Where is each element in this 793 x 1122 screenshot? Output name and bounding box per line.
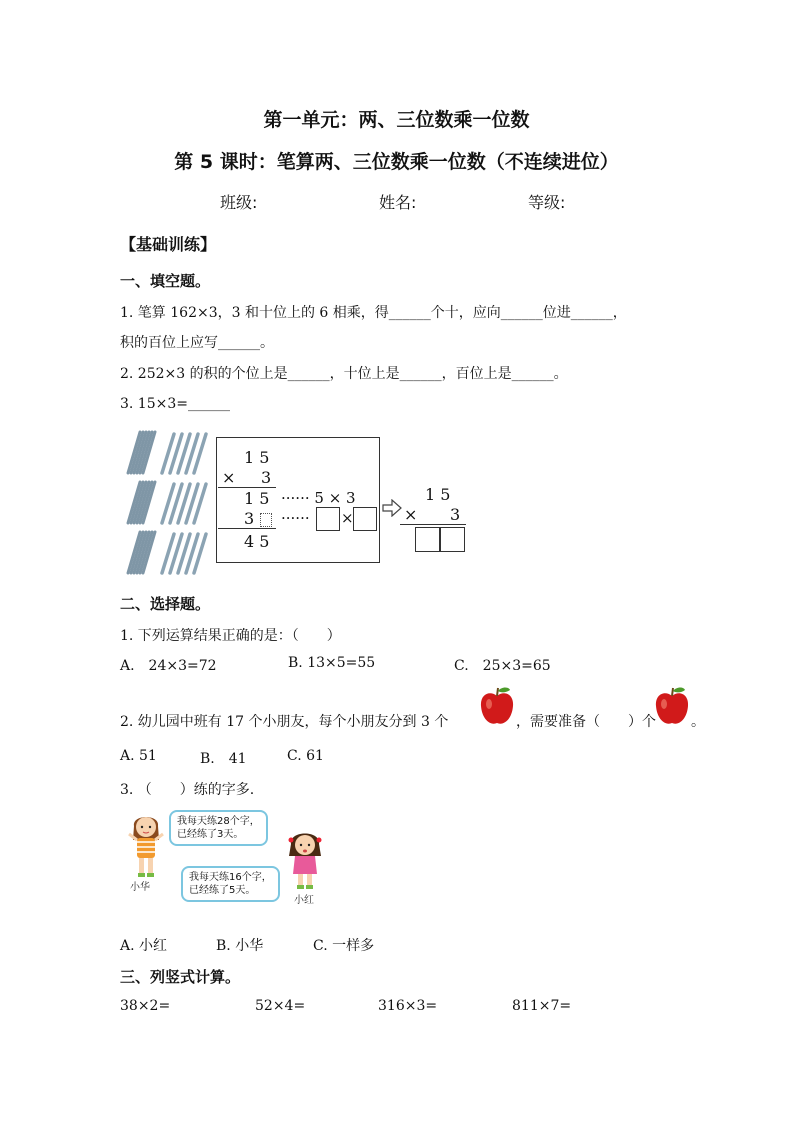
answer-box[interactable] — [415, 527, 440, 552]
calc-partial-1-hint: ······ 5 × 3 — [281, 489, 356, 507]
exercise-4: 811×7= — [512, 998, 572, 1014]
speech-bubble-xiaohua: 我每天练28个字， 已经练了3天。 — [169, 810, 268, 846]
stick-group-1 — [128, 432, 206, 473]
counting-sticks-illustration — [122, 428, 214, 576]
choice-2-option-a: A. 51 — [120, 748, 157, 764]
right-arrow-icon — [382, 499, 402, 517]
calc-multiplicand: 1 5 — [244, 448, 270, 467]
speech-bubble-xiaohong: 我每天练16个字， 已经练了5天。 — [181, 866, 280, 902]
stick-group-2 — [128, 482, 206, 523]
section-fill-blank: 一、填空题。 — [120, 272, 211, 290]
fill-question-2: 2. 252×3 的积的个位上是______，十位上是______，百位上是______。 — [120, 366, 568, 382]
calc-placeholder-dots — [260, 513, 272, 527]
fill-question-1-line-2: 积的百位上应写______。 — [120, 335, 274, 351]
choice-1-option-a: A. 24×3=72 — [120, 658, 217, 674]
class-label: 班级: — [220, 193, 258, 212]
apple-icon — [478, 686, 516, 728]
page-title: 第一单元：两、三位数乘一位数 — [263, 109, 530, 131]
calc-line-1 — [218, 487, 276, 488]
choice-3-option-b: B. 小华 — [216, 938, 264, 954]
girl-xiaohong-illustration — [285, 830, 325, 892]
calc-line-2 — [218, 528, 276, 529]
calc-multiply-sign: × — [222, 468, 236, 487]
right-calc-multiplicand: 1 5 — [425, 485, 451, 504]
exercise-3: 316×3= — [378, 998, 438, 1014]
right-calc-multiply-sign: × — [404, 505, 418, 524]
stick-group-3 — [128, 532, 206, 573]
choice-question-2-part-1: 2. 幼儿园中班有 17 个小朋友，每个小朋友分到 3 个 — [120, 714, 449, 730]
choice-1-option-b: B. 13×5=55 — [288, 655, 376, 671]
answer-box[interactable] — [353, 507, 377, 531]
choice-2-option-b: B. 41 — [200, 751, 247, 767]
calc-partial-2-hint: ······ — [281, 509, 310, 527]
section-vertical-calculation: 三、列竖式计算。 — [120, 968, 241, 986]
exercise-2: 52×4= — [255, 998, 306, 1014]
right-calc-multiplier: 3 — [450, 505, 461, 524]
calc-box-times: × — [341, 509, 354, 527]
answer-box[interactable] — [440, 527, 465, 552]
fill-question-1-line-1: 1. 笔算 162×3，3 和十位上的 6 相乘，得______个十，应向______位进______， — [120, 305, 627, 321]
choice-3-option-a: A. 小红 — [120, 938, 168, 954]
name-xiaohong: 小红 — [294, 895, 314, 906]
calc-multiplier: 3 — [261, 468, 272, 487]
choice-1-option-c: C. 25×3=65 — [454, 658, 551, 674]
calc-product: 4 5 — [244, 532, 270, 551]
right-calc-line — [400, 524, 466, 525]
choice-question-1: 1. 下列运算结果正确的是：（ ） — [120, 628, 341, 644]
calc-partial-1: 1 5 — [244, 489, 270, 508]
exercise-1: 38×2= — [120, 998, 171, 1014]
choice-question-2-part-3: 。 — [691, 714, 705, 730]
choice-2-option-c: C. 61 — [287, 748, 324, 764]
choice-question-2-part-2: ，需要准备（ ）个 — [516, 714, 656, 730]
section-basic-training: 【基础训练】 — [120, 235, 217, 254]
name-xiaohua: 小华 — [130, 882, 150, 893]
section-multiple-choice: 二、选择题。 — [120, 595, 211, 613]
page-subtitle: 第 5 课时：笔算两、三位数乘一位数（不连续进位） — [174, 151, 619, 173]
answer-box[interactable] — [316, 507, 340, 531]
apple-icon — [653, 686, 691, 728]
fill-question-3: 3. 15×3=______ — [120, 396, 230, 412]
choice-3-option-c: C. 一样多 — [313, 938, 375, 954]
girl-xiaohua-illustration — [126, 810, 166, 880]
calc-partial-2: 3 — [244, 509, 255, 528]
grade-label: 等级: — [528, 193, 566, 212]
choice-question-3: 3. （ ）练的字多. — [120, 782, 255, 798]
name-label: 姓名: — [379, 193, 417, 212]
